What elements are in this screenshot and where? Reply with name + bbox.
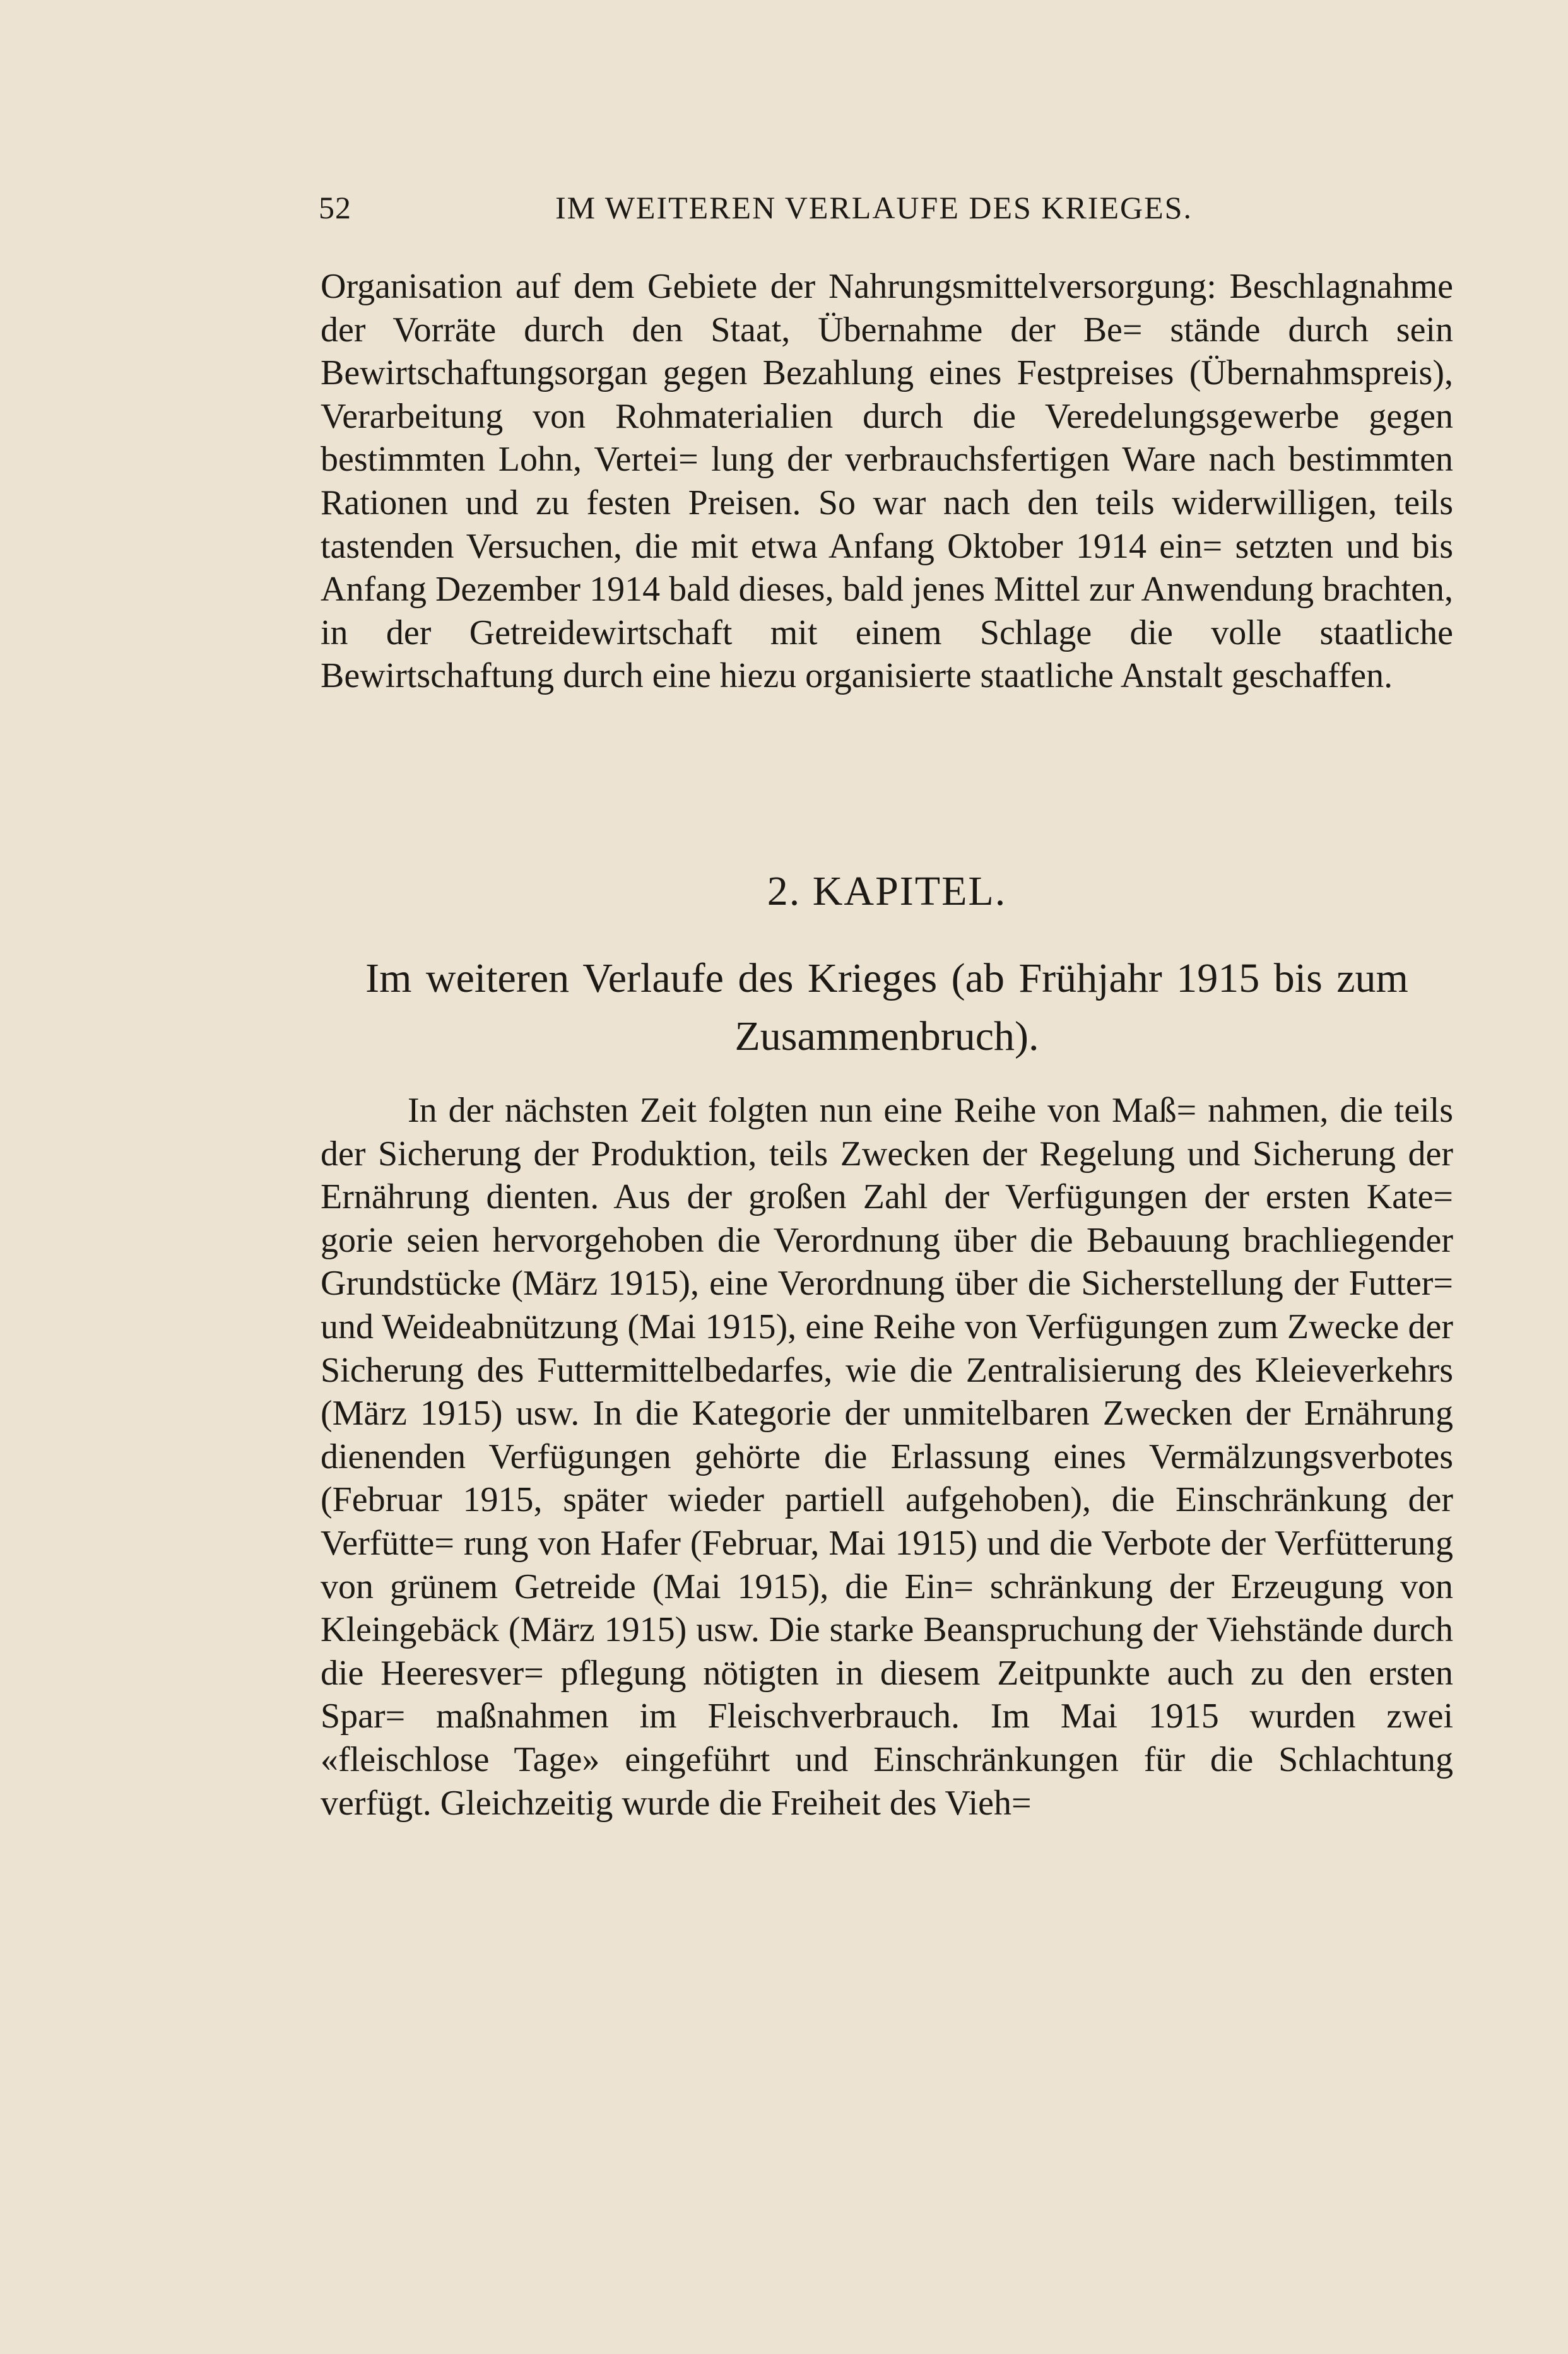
page-header xyxy=(319,189,1454,233)
page-number: 52 xyxy=(319,190,351,225)
chapter-label: 2. KAPITEL. xyxy=(767,868,1007,914)
body-paragraph: In der nächsten Zeit folgten nun eine Reihe von Maß= nahmen, die teils der Sicherung der Produktion, teils Zwecken der Regelung und Sicherung der Ernährung dienten. Aus der großen Zahl der Verfügungen der ersten Kate= gorie seien hervorgehoben die Verordnung über die Bebauung brachliegender Grundstücke (März 1915), eine Verordnung über die Sicherstellung der Futter= und Weideabnützung (Mai 1915), eine Reihe von Verfügungen zum Zwecke der Sicherung des Futtermittelbedarfes, wie die Zentralisierung des Kleieverkehrs (März 1915) usw. In die Kategorie der unmitelbaren Zwecken der Ernährung dienenden Verfügungen gehörte die Erlassung eines Vermälzungsverbotes (Februar 1915, später wieder partiell aufgehoben), die Einschränkung der Verfütte= rung von Hafer (Februar, Mai 1915) und die Verbote der Verfütterung von grünem Getreide (Mai 1915), die Ein= schränkung der Erzeugung von Kleingebäck (März 1915) usw. Die starke Beanspruchung der Viehstände durch die Heeresver= pflegung nötigten in diesem Zeitpunkte auch zu den ersten Spar= maßnahmen im Fleischverbrauch. Im Mai 1915 wurden zwei «fleischlose Tage» eingeführt und Einschränkungen für die Schlachtung verfügt. Gleichzeitig wurde die Freiheit des Vieh= xyxy=(321,1091,1453,1823)
continuation-paragraph xyxy=(321,265,1453,698)
continuation-text: Organisation auf dem Gebiete der Nahrungsmittelversorgung: Beschlagnahme der Vorräte durch den Staat, Übernahme der Be= stände durch sein Bewirtschaftungsorgan gegen Bezahlung eines Festpreises (Übernahmspreis), Verarbeitung von Rohmaterialien durch die Veredelungsgewerbe gegen bestimmten Lohn, Vertei= lung der verbrauchsfertigen Ware nach bestimmten Rationen und zu festen Preisen. So war nach den teils widerwilligen, teils tastenden Versuchen, die mit etwa Anfang Oktober 1914 ein= setzten und bis Anfang Dezember 1914 bald dieses, bald jenes Mittel zur Anwendung brachten, in der Getreidewirtschaft mit einem Schlage die volle staatliche Bewirtschaftung durch eine hiezu organisierte staatliche Anstalt geschaffen. xyxy=(321,267,1453,696)
chapter-body xyxy=(321,1089,1453,1825)
chapter-title: Im weiteren Verlaufe des Krieges (ab Frühjahr 1915 bis zum Zusammenbruch). xyxy=(365,955,1408,1059)
running-head: IM WEITEREN VERLAUFE DES KRIEGES. xyxy=(555,190,1193,225)
